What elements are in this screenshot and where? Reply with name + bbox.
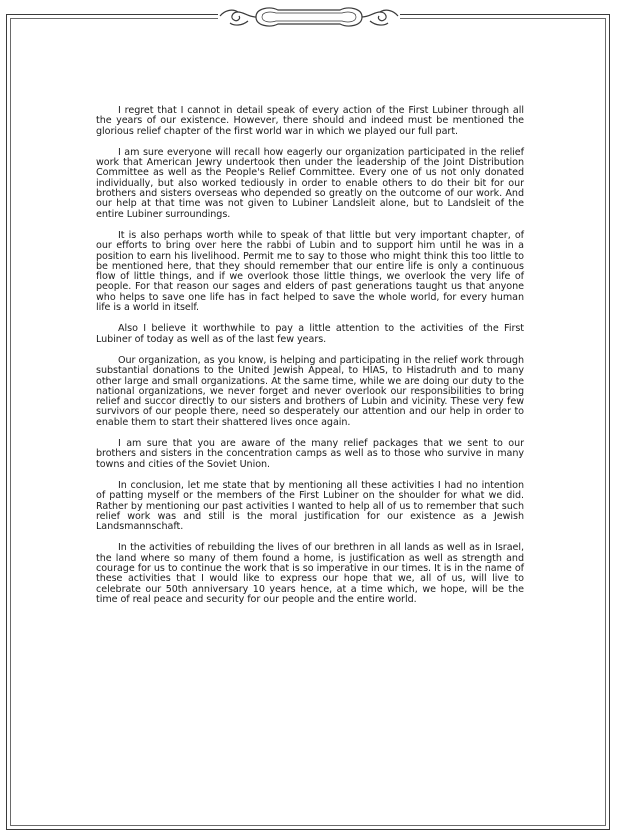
paragraph: Also I believe it worthwhile to pay a little attention to the activities of the First Lubiner of today as well as of the last few years.: [96, 323, 524, 345]
paragraph: It is also perhaps worth while to speak of that little but very important chapter, of our efforts to bring over here the rabbi of Lubin and to support him until he was in a position to earn his livelihood. Permit me to say to those who might think this too little to be mentioned here, that they should remember that our entire life is only a continuous flow of little things, and if we overlook those little things, we overlook the very life of people. For that reason our sages and elders of past generations taught us that anyone who helps to save one life has in fact helped to save the whole world, for every human life is a world in itself.: [96, 229, 524, 314]
letter-body: [96, 106, 524, 616]
paragraph: I am sure everyone will recall how eagerly our organization participated in the relief work that American Jewry undertook then under the leadership of the Joint Distribution Committee as well as the People's Relief Committee. Every one of us not only donated individually, but also worked tediously in order to enable others to do their bit for our brothers and sisters overseas who depended so greatly on the outcome of our work. And our help at that time was not given to Lubiner Landsleit alone, but to Landsleit of the entire Lubiner surroundings.: [96, 146, 524, 220]
decorative-scroll-icon: [218, 2, 400, 32]
paragraph: In the activities of rebuilding the lives of our brethren in all lands as well as in Israel, the land where so many of them found a home, is justification as well as strength and courage for us to continue the work that is so imperative in our times. It is in the name of these activities that I would like to express our hope that we, all of us, will live to celebrate our 50th anniversary 10 years hence, at a time which, we hope, will be the time of real peace and security for our people and the entire world.: [96, 542, 524, 605]
paragraph: In conclusion, let me state that by mentioning all these activities I had no intention of patting myself or the members of the First Lubiner on the shoulder for what we did. Rather by mentioning our past activities I wanted to help all of us to remember that such relief work was and still is the moral justification for our existence as a Jewish Landsmannschaft.: [96, 479, 524, 533]
paragraph: Our organization, as you know, is helping and participating in the relief work through substantial donations to the United Jewish Appeal, to HIAS, to Histadruth and to many other large and small organizations. At the same time, while we are doing our duty to the national organizations, we never forget and never overlook our responsibilities to bring relief and succor directly to our sisters and brothers of Lubin and vicinity. These very few survivors of our people there, need so desperately our attention and our help in order to enable them to start their shattered lives once again.: [96, 354, 524, 428]
paragraph: I regret that I cannot in detail speak of every action of the First Lubiner through all the years of our existence. However, there should and indeed must be mentioned the glorious relief chapter of the first world war in which we played our full part.: [96, 105, 524, 137]
paragraph: I am sure that you are aware of the many relief packages that we sent to our brothers and sisters in the concentration camps as well as to those who survive in many towns and cities of the Soviet Union.: [96, 438, 524, 470]
